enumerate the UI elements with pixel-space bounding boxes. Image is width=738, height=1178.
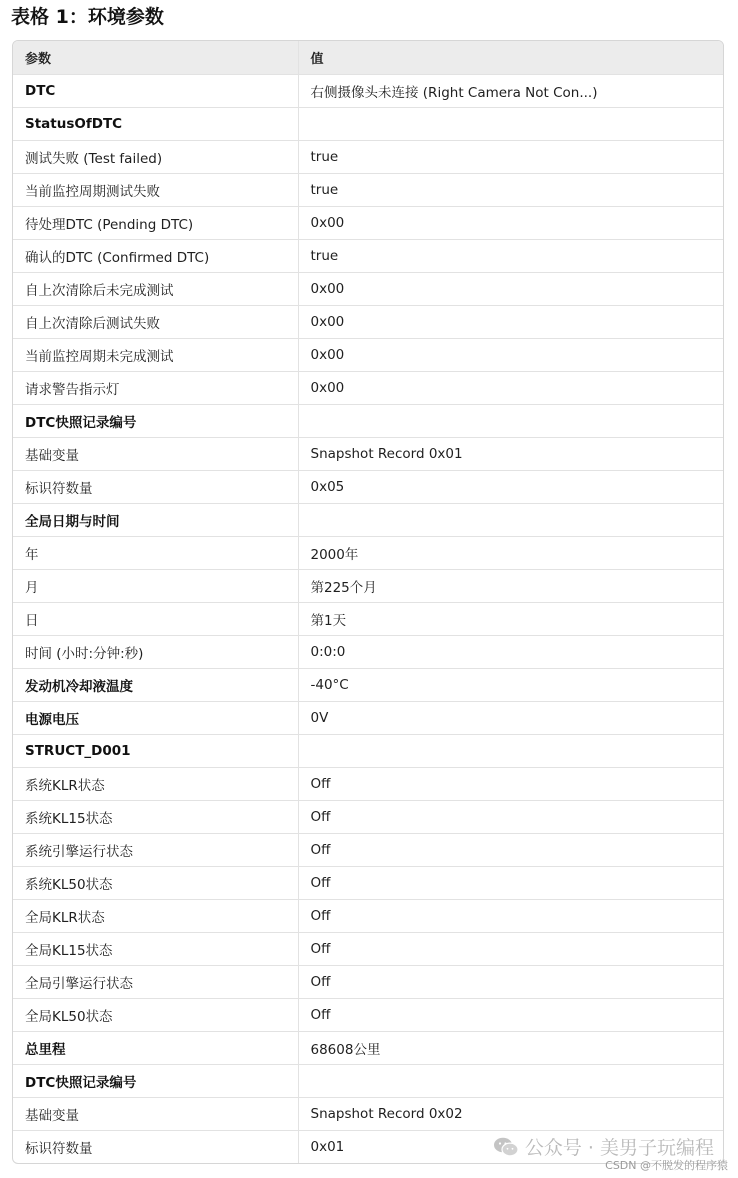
- parameter-cell: DTC快照记录编号: [13, 1064, 298, 1097]
- table-row: [13, 107, 723, 140]
- table-row: [13, 965, 723, 998]
- value-cell: Off: [298, 998, 723, 1031]
- value-cell: 0x00: [298, 206, 723, 239]
- value-cell: Snapshot Record 0x02: [298, 1097, 723, 1130]
- parameter-cell: 发动机冷却液温度: [13, 668, 298, 701]
- value-cell: Off: [298, 767, 723, 800]
- parameter-cell: 时间 (小时:分钟:秒): [13, 635, 298, 668]
- table-row: [13, 371, 723, 404]
- parameter-cell: 全局KL15状态: [13, 932, 298, 965]
- value-cell: [298, 1064, 723, 1097]
- table-row: [13, 734, 723, 767]
- table-row: [13, 239, 723, 272]
- table-row: [13, 569, 723, 602]
- value-cell: Snapshot Record 0x01: [298, 437, 723, 470]
- parameter-cell: 系统引擎运行状态: [13, 833, 298, 866]
- value-cell: 0x00: [298, 305, 723, 338]
- table-row: [13, 1064, 723, 1097]
- table-row: [13, 899, 723, 932]
- table-row: [13, 767, 723, 800]
- value-cell: 0x05: [298, 470, 723, 503]
- parameter-cell: 基础变量: [13, 437, 298, 470]
- value-cell: 0V: [298, 701, 723, 734]
- parameter-cell: 系统KLR状态: [13, 767, 298, 800]
- parameter-cell: 全局日期与时间: [13, 503, 298, 536]
- parameter-cell: 标识符数量: [13, 470, 298, 503]
- table-row: [13, 602, 723, 635]
- watermark: [493, 1133, 714, 1160]
- parameter-cell: 当前监控周期未完成测试: [13, 338, 298, 371]
- parameter-cell: StatusOfDTC: [13, 107, 298, 140]
- table-row: [13, 140, 723, 173]
- value-cell: [298, 734, 723, 767]
- parameter-cell: 全局引擎运行状态: [13, 965, 298, 998]
- value-cell: true: [298, 239, 723, 272]
- value-cell: 68608公里: [298, 1031, 723, 1064]
- table-row: [13, 536, 723, 569]
- value-cell: -40°C: [298, 668, 723, 701]
- page-title: 表格 1：环境参数: [11, 6, 164, 28]
- parameter-cell: 系统KL15状态: [13, 800, 298, 833]
- table-row: [13, 998, 723, 1031]
- parameter-cell: 测试失败 (Test failed): [13, 140, 298, 173]
- table-row: [13, 206, 723, 239]
- environment-parameters-table: [12, 40, 724, 1164]
- parameter-cell: 标识符数量: [25, 1140, 93, 1157]
- table-row: [13, 437, 723, 470]
- value-cell: 2000年: [298, 536, 723, 569]
- table-row: [13, 833, 723, 866]
- parameter-cell: 全局KL50状态: [13, 998, 298, 1031]
- parameter-cell: 待处理DTC (Pending DTC): [13, 206, 298, 239]
- value-cell: true: [298, 173, 723, 206]
- parameter-cell: DTC: [13, 74, 298, 107]
- column-header-value: 值: [298, 41, 723, 74]
- wechat-icon: [493, 1137, 519, 1157]
- table-row: [13, 338, 723, 371]
- watermark-subtext: CSDN @不脱发的程序猿: [605, 1159, 728, 1172]
- value-cell: Off: [298, 833, 723, 866]
- column-header-parameter: 参数: [13, 41, 298, 74]
- value-cell: 0x00: [298, 272, 723, 305]
- value-cell: 第225个月: [298, 569, 723, 602]
- value-cell: Off: [298, 965, 723, 998]
- parameter-cell: 月: [13, 569, 298, 602]
- parameter-cell: DTC快照记录编号: [13, 404, 298, 437]
- value-cell: [298, 404, 723, 437]
- table-row: [13, 932, 723, 965]
- table-row: [13, 635, 723, 668]
- table-row: [13, 800, 723, 833]
- watermark-text: 公众号 · 美男子玩编程: [524, 1137, 714, 1159]
- value-cell: 0x01: [298, 1130, 723, 1163]
- value-cell: Off: [298, 899, 723, 932]
- value-cell: [298, 107, 723, 140]
- table-row: [13, 404, 723, 437]
- parameter-cell: 确认的DTC (Confirmed DTC): [13, 239, 298, 272]
- parameter-cell: 日: [13, 602, 298, 635]
- table-row: [13, 74, 723, 107]
- parameter-cell: STRUCT_D001: [13, 734, 298, 767]
- value-cell: [298, 503, 723, 536]
- parameter-cell: 自上次清除后测试失败: [13, 305, 298, 338]
- parameter-cell: 系统KL50状态: [13, 866, 298, 899]
- value-cell: 0:0:0: [298, 635, 723, 668]
- table-row: [13, 668, 723, 701]
- parameter-cell: 当前监控周期测试失败: [13, 173, 298, 206]
- table-row: [13, 1097, 723, 1130]
- table-row: [13, 470, 723, 503]
- value-cell: Off: [298, 800, 723, 833]
- value-cell: Off: [298, 932, 723, 965]
- parameter-cell: 年: [13, 536, 298, 569]
- value-cell: Off: [298, 866, 723, 899]
- parameter-cell: 电源电压: [13, 701, 298, 734]
- parameter-cell: 自上次清除后未完成测试: [13, 272, 298, 305]
- parameter-cell: 请求警告指示灯: [13, 371, 298, 404]
- table-row: [13, 305, 723, 338]
- parameter-cell: 全局KLR状态: [13, 899, 298, 932]
- table-header-row: [13, 41, 723, 74]
- parameter-cell: 总里程: [13, 1031, 298, 1064]
- table-row: [13, 701, 723, 734]
- table-row: [13, 866, 723, 899]
- value-cell: 0x00: [298, 371, 723, 404]
- value-cell: 第1天: [298, 602, 723, 635]
- table-row: [13, 272, 723, 305]
- value-cell: 0x00: [298, 338, 723, 371]
- table-row: [13, 1031, 723, 1064]
- value-cell: 右侧摄像头未连接 (Right Camera Not Con...): [298, 74, 723, 107]
- table-row: [13, 503, 723, 536]
- table-row: [13, 173, 723, 206]
- value-cell: true: [298, 140, 723, 173]
- parameter-cell: 基础变量: [13, 1097, 298, 1130]
